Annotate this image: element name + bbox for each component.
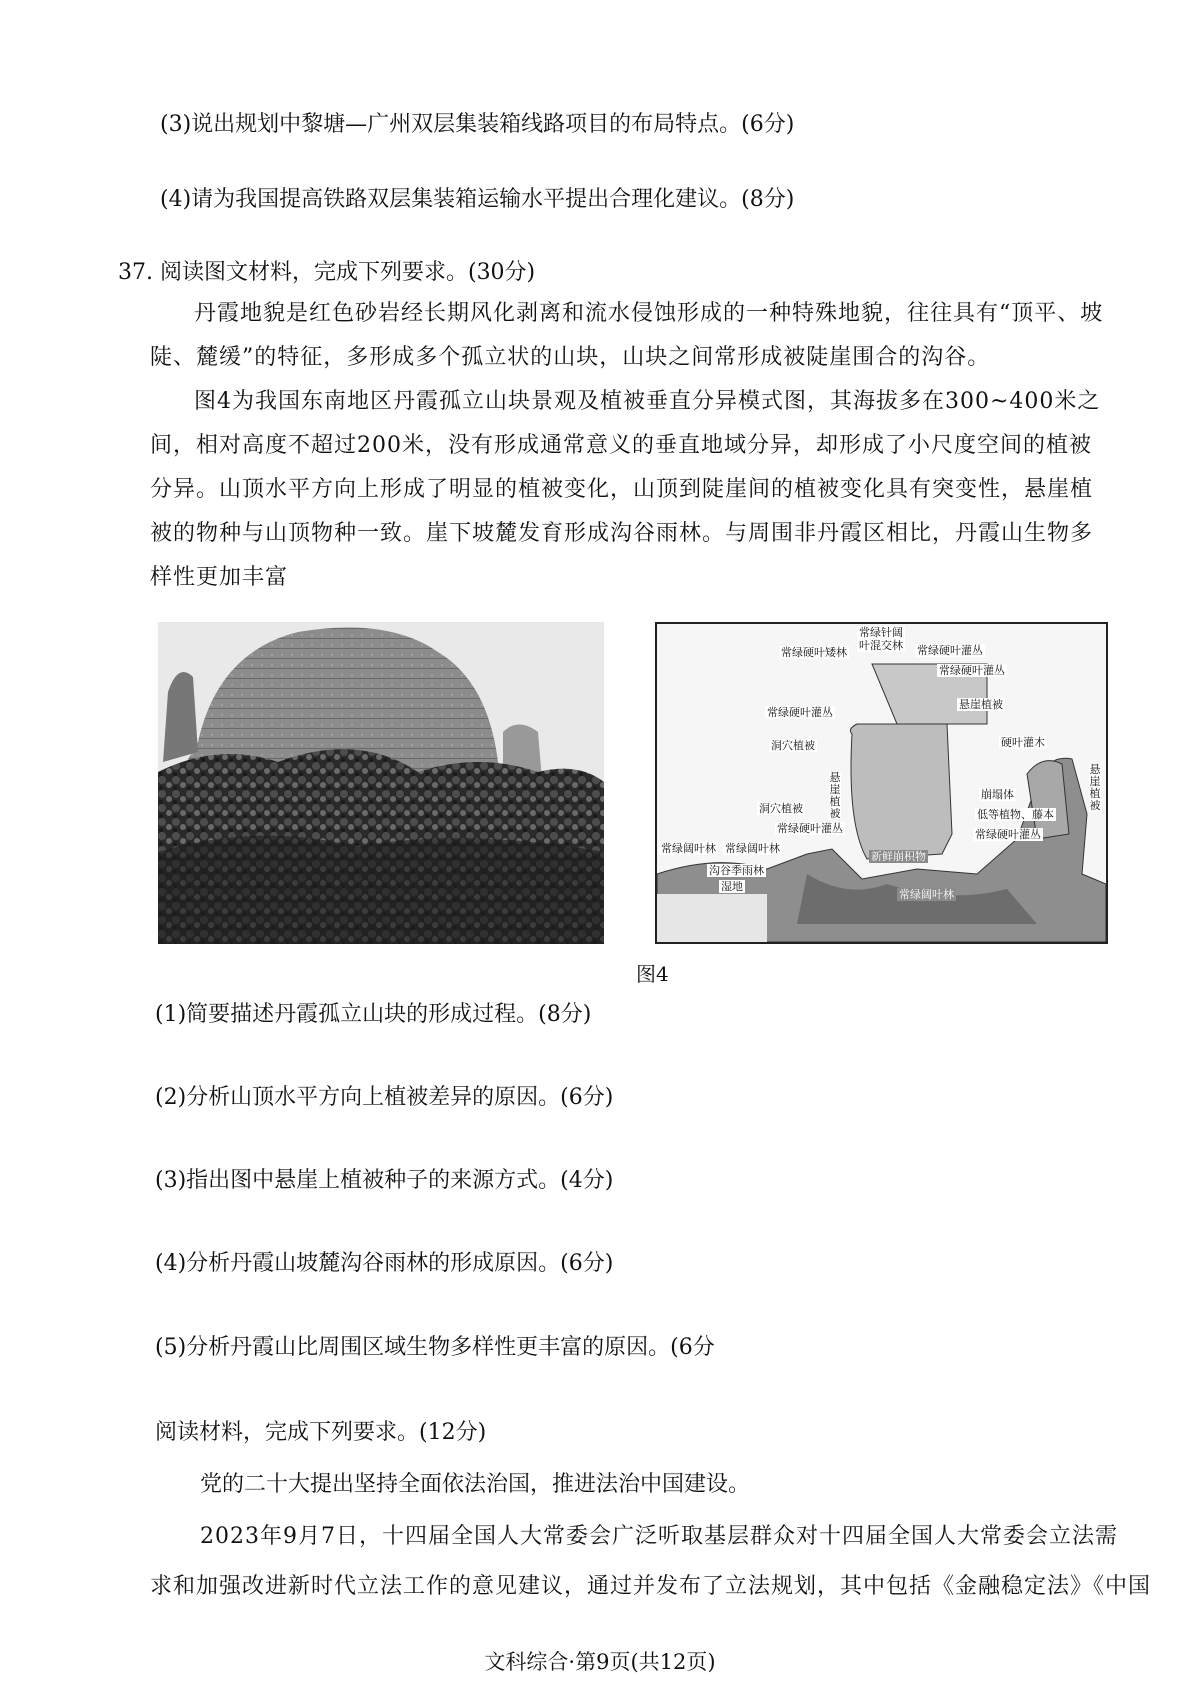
label-evergreen-broadleaf-1: 常绿阔叶林 (661, 842, 716, 855)
label-evergreen-shrub-left: 常绿硬叶灌丛 (767, 706, 833, 719)
q38-line-3: 求和加强改进新时代立法工作的意见建议，通过并发布了立法规划，其中包括《金融稳定法》《中国 (150, 1574, 1152, 1599)
subquestion-1: (1)简要描述丹霞孤立山块的形成过程。(8分) (155, 1002, 592, 1027)
label-fresh-debris: 新鲜崩积物 (871, 850, 926, 863)
figure-caption: 图4 (636, 962, 669, 986)
subquestion-2: (2)分析山顶水平方向上植被差异的原因。(6分) (155, 1085, 614, 1110)
label-wetland: 湿地 (721, 880, 743, 893)
label-cave-vegetation-1: 洞穴植被 (771, 739, 815, 752)
material-paragraph-1: 丹霞地貌是红色砂岩经长期风化剥离和流水侵蚀形成的一种特殊地貌，往往具有“顶平、坡陡、麓缓”的特征，多形成多个孤立状的山块，山块之间常形成被陡崖围合的沟谷。 (150, 301, 1104, 370)
vegetation-vertical-diagram (655, 622, 1108, 944)
label-evergreen-shrub-top-right-2: 常绿硬叶灌丛 (939, 664, 1005, 677)
subquestion-4: (4)分析丹霞山坡麓沟谷雨林的形成原因。(6分) (155, 1251, 614, 1276)
label-cliff-vegetation-top: 悬崖植被 (959, 698, 1003, 711)
label-cave-vegetation-2: 洞穴植被 (759, 802, 803, 815)
label-evergreen-broadleaf-3: 常绿阔叶林 (899, 888, 954, 901)
label-collapse-body: 崩塌体 (981, 788, 1014, 801)
label-hard-leaf-shrub-tree: 硬叶灌木 (1001, 736, 1045, 749)
question-3-prev: (3)说出规划中黎塘—广州双层集装箱线路项目的布局特点。(6分) (160, 112, 795, 137)
label-valley-monsoon-rainforest: 沟谷季雨林 (709, 864, 764, 877)
subquestion-5: (5)分析丹霞山比周围区域生物多样性更丰富的原因。(6分 (155, 1335, 715, 1360)
subquestion-3: (3)指出图中悬崖上植被种子的来源方式。(4分) (155, 1168, 614, 1193)
page-footer: 文科综合·第9页(共12页) (484, 1650, 716, 1674)
label-evergreen-shrub-right-3: 常绿硬叶灌丛 (975, 828, 1041, 841)
label-evergreen-broadleaf-2: 常绿阔叶林 (725, 842, 780, 855)
q38-line-2: 2023年9月7日，十四届全国人大常委会广泛听取基层群众对十四届全国人大常委会立法需 (200, 1524, 1118, 1549)
label-evergreen-hard-dwarf-forest: 常绿硬叶矮林 (781, 646, 847, 659)
q37-heading: 37. 阅读图文材料，完成下列要求。(30分) (118, 260, 536, 285)
danxia-landscape-photo (158, 622, 604, 944)
label-cliff-vegetation-vertical-left: 悬崖植被 (829, 771, 841, 820)
q38-heading: 阅读材料，完成下列要求。(12分) (155, 1420, 487, 1445)
q38-line-1: 党的二十大提出坚持全面依法治国，推进法治中国建设。 (200, 1472, 751, 1497)
label-evergreen-mixed-forest: 常绿针阔 叶混交林 (859, 626, 903, 652)
label-evergreen-shrub-left-2: 常绿硬叶灌丛 (777, 822, 843, 835)
label-evergreen-shrub-top-right-1: 常绿硬叶灌丛 (917, 644, 983, 657)
question-4-prev: (4)请为我国提高铁路双层集装箱运输水平提出合理化建议。(8分) (160, 187, 795, 212)
label-cliff-vegetation-vertical-right: 悬崖植被 (1089, 763, 1101, 812)
material-paragraph-2: 图4为我国东南地区丹霞孤立山块景观及植被垂直分异模式图，其海拔多在300~400米之间，相对高度不超过200米，没有形成通常意义的垂直地域分异，却形成了小尺度空间的植被分异。山顶水平方向上形成了明显的植被变化，山顶到陡崖间的植被变化具有突变性，悬崖植被的物种与山顶物种一致。崖下坡麓发育形成沟谷雨林。与周围非丹霞区相比，丹霞山生物多样性更加丰富 (150, 389, 1101, 590)
label-low-plants-vines: 低等植物、藤本 (977, 808, 1054, 821)
q37-material (150, 292, 1108, 600)
